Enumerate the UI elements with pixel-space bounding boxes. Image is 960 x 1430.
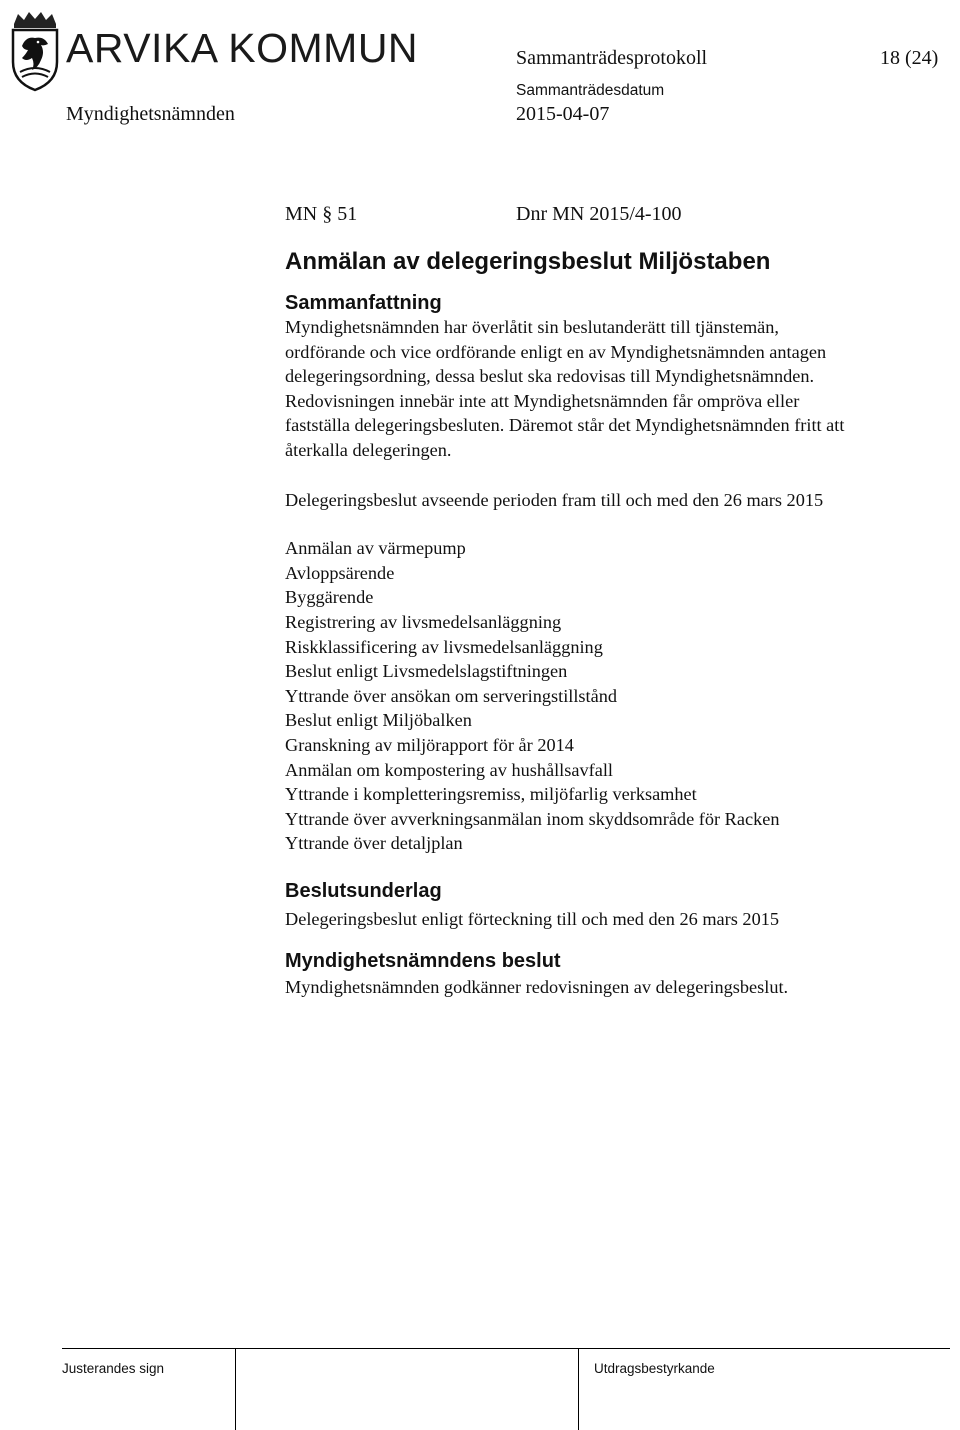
registration-number: Dnr MN 2015/4-100 bbox=[516, 203, 682, 225]
document-type: Sammanträdesprotokoll bbox=[516, 47, 708, 69]
footer-divider bbox=[578, 1348, 579, 1430]
summary-line: Redovisningen innebär inte att Myndighetsnämnden får ompröva eller bbox=[285, 390, 800, 411]
list-item: Riskklassificering av livsmedelsanläggning bbox=[285, 636, 603, 657]
basis-heading: Beslutsunderlag bbox=[285, 879, 442, 902]
list-item: Anmälan om kompostering av hushållsavfall bbox=[285, 759, 613, 780]
period-text: Delegeringsbeslut avseende perioden fram till och med den 26 mars 2015 bbox=[285, 489, 824, 510]
summary-heading: Sammanfattning bbox=[285, 292, 442, 314]
protocol-body bbox=[285, 202, 950, 1000]
list-item: Anmälan av värmepump bbox=[285, 538, 466, 559]
adjuster-signature-label: Justerandes sign bbox=[62, 1361, 165, 1376]
paragraph-number: MN § 51 bbox=[285, 203, 358, 225]
page-number: 18 (24) bbox=[880, 47, 939, 69]
summary-line: fastställa delegeringsbesluten. Däremot står det Myndighetsnämnden fritt att bbox=[285, 415, 845, 436]
list-item: Avloppsärende bbox=[285, 562, 395, 583]
extract-certification-label: Utdragsbestyrkande bbox=[594, 1361, 715, 1376]
decision-list bbox=[285, 536, 950, 856]
list-item: Yttrande över ansökan om serveringstillstånd bbox=[285, 685, 618, 706]
meeting-date-label: Sammanträdesdatum bbox=[516, 82, 665, 99]
meeting-date: 2015-04-07 bbox=[516, 103, 610, 125]
summary-text bbox=[285, 315, 950, 463]
case-reference bbox=[285, 202, 950, 226]
list-item: Byggärende bbox=[285, 587, 374, 608]
footer-rule bbox=[62, 1348, 950, 1349]
list-item: Yttrande över avverkningsanmälan inom skyddsområde för Racken bbox=[285, 808, 780, 829]
list-item: Beslut enligt Miljöbalken bbox=[285, 710, 472, 731]
list-item: Yttrande över detaljplan bbox=[285, 833, 463, 854]
decision-heading: Myndighetsnämndens beslut bbox=[285, 950, 561, 973]
board-name: Myndighetsnämnden bbox=[66, 103, 235, 125]
footer-divider bbox=[235, 1348, 236, 1430]
coat-of-arms-icon bbox=[8, 10, 62, 94]
summary-line: Myndighetsnämnden har överlåtit sin beslutanderätt till tjänstemän, bbox=[285, 317, 779, 337]
summary-line: ordförande och vice ordförande enligt en av Myndighetsnämnden antagen bbox=[285, 341, 827, 362]
list-item: Yttrande i kompletteringsremiss, miljöfarlig verksamhet bbox=[285, 784, 697, 805]
summary-line: återkalla delegeringen. bbox=[285, 439, 452, 460]
case-title: Anmälan av delegeringsbeslut Miljöstaben bbox=[285, 248, 771, 275]
list-item: Granskning av miljörapport för år 2014 bbox=[285, 734, 574, 755]
list-item: Beslut enligt Livsmedelslagstiftningen bbox=[285, 661, 568, 682]
signature-footer bbox=[62, 1348, 960, 1430]
basis-text: Delegeringsbeslut enligt förteckning till och med den 26 mars 2015 bbox=[285, 908, 779, 929]
list-item: Registrering av livsmedelsanläggning bbox=[285, 611, 562, 632]
organization-name: ARVIKA KOMMUN bbox=[66, 25, 419, 71]
summary-line: delegeringsordning, dessa beslut ska redovisas till Myndighetsnämnden. bbox=[285, 366, 815, 387]
decision-text: Myndighetsnämnden godkänner redovisningen av delegeringsbeslut. bbox=[285, 977, 789, 998]
